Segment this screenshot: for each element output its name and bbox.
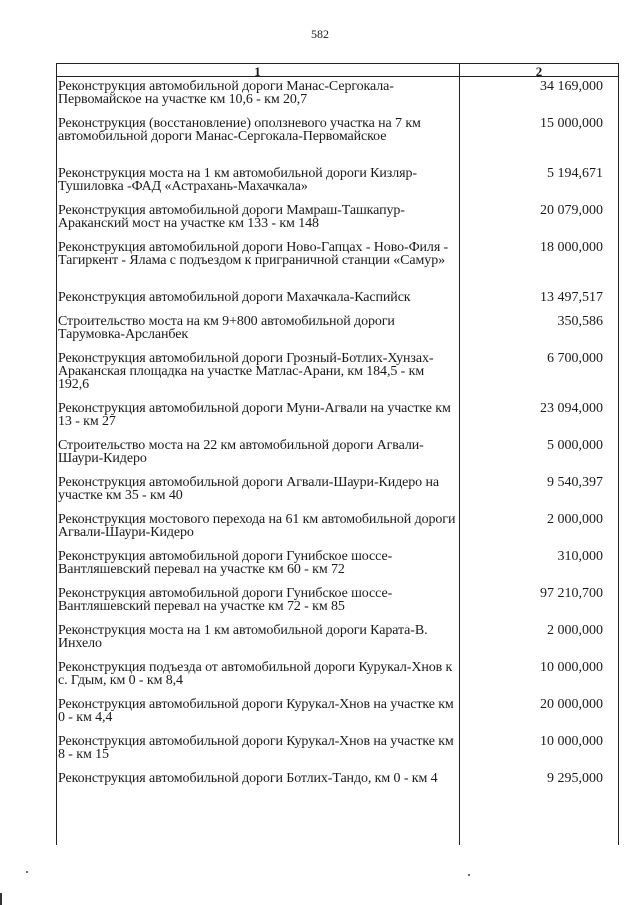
row-description: Строительство моста на 22 км автомобильной дороги Агвали-Шаури-Кидеро [58,438,424,466]
row-amount: 5 194,671 [547,166,603,181]
row-description: Реконструкция автомобильной дороги Муни-Агвали на участке км 13 - км 27 [58,401,451,429]
scan-speck [26,871,28,873]
row-description: Реконструкция (восстановление) оползневого участка на 7 км автомобильной дороги Манас-Сергокала-Первомайское [58,116,421,144]
row-amount: 10 000,000 [540,660,603,675]
table-row [56,402,619,428]
table-row [56,624,619,650]
row-amount: 15 000,000 [540,116,603,131]
column-header-2: 2 [535,64,543,79]
row-amount: 310,000 [557,549,603,564]
scan-speck [468,874,470,876]
row-description: Реконструкция подъезда от автомобильной дороги Курукал-Хнов к с. Гдым, км 0 - км 8,4 [58,660,453,688]
row-description: Реконструкция автомобильной дороги Агвали-Шаури-Кидеро на участке км 35 - км 40 [58,475,439,503]
row-amount: 9 295,000 [547,771,603,786]
table-row [56,167,619,193]
row-amount: 350,586 [557,314,603,329]
table-row [56,291,619,304]
row-amount: 13 497,517 [540,290,603,305]
row-description: Реконструкция мостового перехода на 61 км автомобильной дороги Агвали-Шаури-Кидеро [58,512,456,540]
table-row [56,513,619,539]
table-body [56,80,619,798]
row-amount: 10 000,000 [540,734,603,749]
row-description: Реконструкция автомобильной дороги Гунибское шоссе-Вантляшевский перевал на участке км 60 - км 72 [58,549,393,577]
table-row [56,241,619,280]
row-amount: 9 540,397 [547,475,603,490]
row-description: Реконструкция моста на 1 км автомобильной дороги Кизляр-Тушиловка -ФАД «Астрахань-Махачкала» [58,166,417,194]
row-description: Реконструкция автомобильной дороги Мамраш-Ташкапур-Араканский мост на участке км 133 - км 148 [58,203,405,231]
table-row [56,698,619,724]
table-row [56,587,619,613]
row-amount: 23 094,000 [540,401,603,416]
row-description: Реконструкция автомобильной дороги Курукал-Хнов на участке км 8 - км 15 [58,734,454,762]
table-row [56,80,619,106]
row-amount: 5 000,000 [547,438,603,453]
row-description: Реконструкция автомобильной дороги Ботлих-Тандо, км 0 - км 4 [58,771,438,786]
row-description: Реконструкция автомобильной дороги Грозный-Ботлих-Хунзах-Араканская площадка на участке Матлас-Арани, км 184,5 - км 192,6 [58,351,434,392]
table-row [56,352,619,391]
row-amount: 20 000,000 [540,697,603,712]
row-description: Реконструкция автомобильной дороги Махачкала-Каспийск [58,290,411,305]
column-header-1: 1 [254,64,261,79]
row-amount: 2 000,000 [547,512,603,527]
row-description: Строительство моста на км 9+800 автомобильной дороги Тарумовка-Арсланбек [58,314,395,342]
table-row [56,550,619,576]
row-description: Реконструкция автомобильной дороги Манас-Сергокала-Первомайское на участке км 10,6 - км 20,7 [58,79,394,107]
table-row [56,772,619,798]
table-row [56,117,619,156]
table-row [56,476,619,502]
row-description: Реконструкция автомобильной дороги Ново-Гапцах - Ново-Филя - Тагиркент - Ялама с подъездом к приграничной станции «Самур» [58,240,449,268]
table-row [56,735,619,761]
table-row [56,661,619,687]
row-amount: 97 210,700 [540,586,603,601]
row-amount: 18 000,000 [540,240,603,255]
row-amount: 34 169,000 [540,79,603,94]
row-description: Реконструкция автомобильной дороги Гунибское шоссе-Вантляшевский перевал на участке км 72 - км 85 [58,586,393,614]
page-number: 582 [311,27,329,41]
table-row [56,439,619,465]
row-description: Реконструкция автомобильной дороги Курукал-Хнов на участке км 0 - км 4,4 [58,697,454,725]
row-description: Реконструкция моста на 1 км автомобильной дороги Карата-В. Инхело [58,623,428,651]
page-edge-mark [0,893,2,905]
row-amount: 6 700,000 [547,351,603,366]
table-row [56,315,619,341]
row-amount: 20 079,000 [540,203,603,218]
table-row [56,204,619,230]
budget-table [56,63,619,845]
row-amount: 2 000,000 [547,623,603,638]
